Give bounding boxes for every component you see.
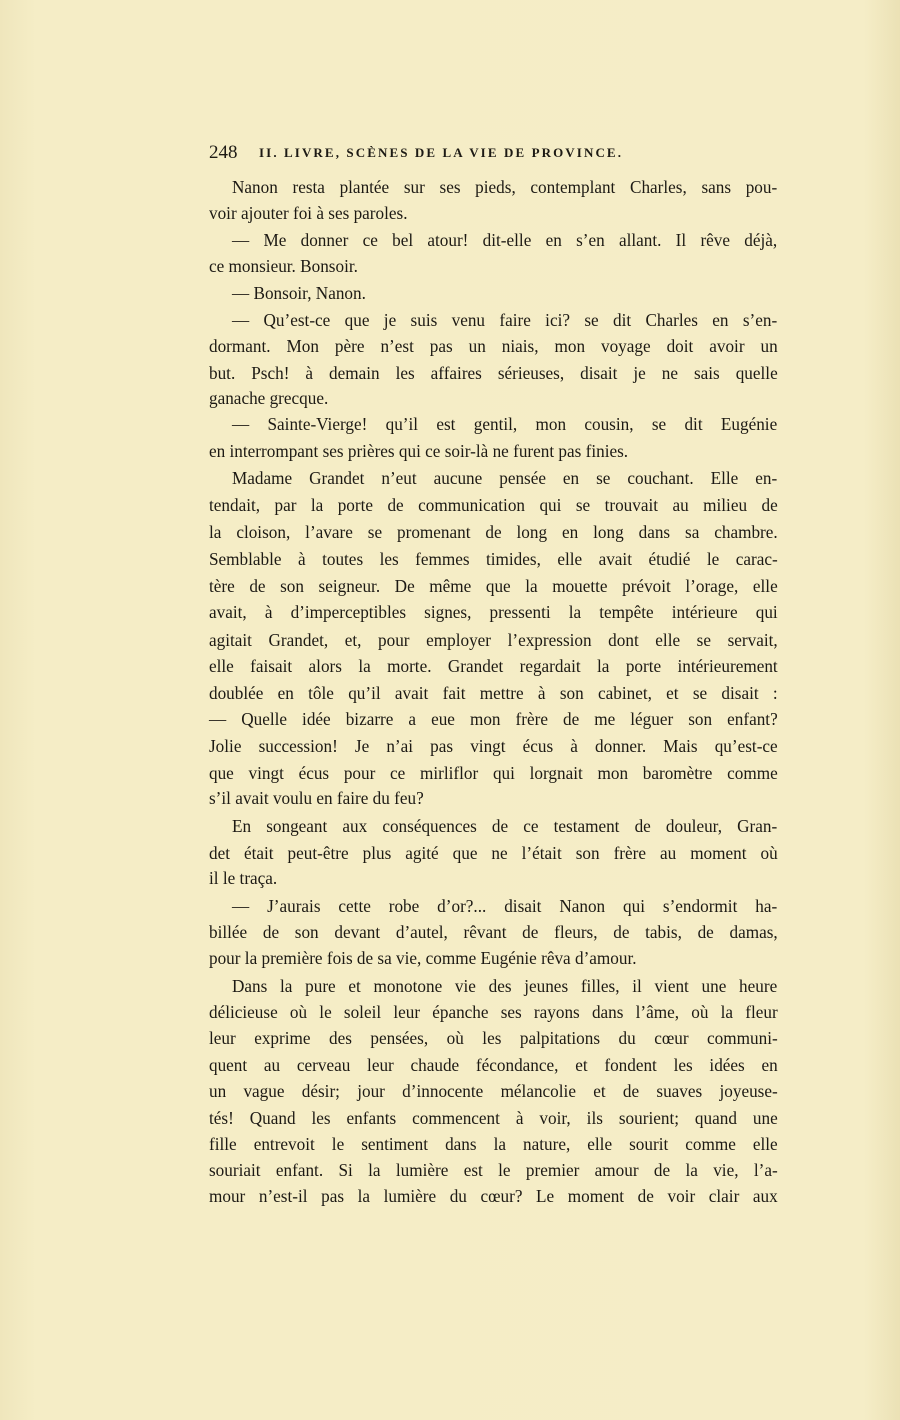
text-line: — Bonsoir, Nanon. bbox=[232, 283, 366, 303]
text-line: il le traça. bbox=[209, 868, 278, 888]
running-title: II. LIVRE, SCÈNES DE LA VIE DE PROVINCE. bbox=[259, 145, 624, 160]
text-line: ce monsieur. Bonsoir. bbox=[209, 256, 358, 276]
text-line: quent au cerveau leur chaude fécondance, et fondent les idées en bbox=[209, 1055, 778, 1075]
text-line: Dans la pure et monotone vie des jeunes filles, il vient une heure bbox=[232, 976, 778, 996]
text-line: dormant. Mon père n’est pas un niais, mon voyage doit avoir un bbox=[209, 336, 778, 356]
text-line: souriait enfant. Si la lumière est le premier amour de la vie, l’a- bbox=[209, 1160, 778, 1180]
text-line: elle faisait alors la morte. Grandet regardait la porte intérieurement bbox=[209, 656, 778, 676]
text-line: avait, à d’imperceptibles signes, pressenti la tempête intérieure qui bbox=[209, 602, 778, 622]
text-line: Madame Grandet n’eut aucune pensée en se couchant. Elle en- bbox=[232, 468, 778, 488]
text-line: but. Psch! à demain les affaires sérieuses, disait je ne sais quelle bbox=[209, 363, 778, 383]
text-line: fille entrevoit le sentiment dans la nature, elle sourit comme elle bbox=[209, 1134, 778, 1154]
text-line: leur exprime des pensées, où les palpitations du cœur communi- bbox=[209, 1028, 778, 1048]
page-number: 248 bbox=[209, 142, 238, 163]
text-line: délicieuse où le soleil leur épanche ses rayons dans l’âme, où la fleur bbox=[209, 1002, 778, 1022]
text-line: mour n’est-il pas la lumière du cœur? Le moment de voir clair aux bbox=[209, 1186, 778, 1206]
text-line: doublée en tôle qu’il avait fait mettre à son cabinet, et se disait : bbox=[209, 683, 778, 703]
text-line: pour la première fois de sa vie, comme Eugénie rêva d’amour. bbox=[209, 948, 637, 968]
text-line: s’il avait voulu en faire du feu? bbox=[209, 788, 424, 808]
text-line: la cloison, l’avare se promenant de long en long dans sa chambre. bbox=[209, 522, 778, 542]
text-line: Nanon resta plantée sur ses pieds, contemplant Charles, sans pou- bbox=[232, 177, 778, 197]
text-line: tère de son seigneur. De même que la mouette prévoit l’orage, elle bbox=[209, 576, 778, 596]
text-line: — J’aurais cette robe d’or?... disait Nanon qui s’endormit ha- bbox=[232, 896, 778, 916]
text-line: En songeant aux conséquences de ce testament de douleur, Gran- bbox=[232, 816, 778, 836]
text-line: tendait, par la porte de communication qui se trouvait au milieu de bbox=[209, 495, 778, 515]
text-line: Jolie succession! Je n’ai pas vingt écus à donner. Mais qu’est-ce bbox=[209, 736, 778, 756]
text-line: en interrompant ses prières qui ce soir-là ne furent pas finies. bbox=[209, 441, 629, 461]
text-line: — Qu’est-ce que je suis venu faire ici? se dit Charles en s’en- bbox=[232, 310, 778, 330]
text-line: det était peut-être plus agité que ne l’était son frère au moment où bbox=[209, 843, 778, 863]
text-line: ganache grecque. bbox=[209, 388, 329, 408]
text-line: — Quelle idée bizarre a eue mon frère de me léguer son enfant? bbox=[209, 709, 778, 729]
text-line: tés! Quand les enfants commencent à voir, ils sourient; quand une bbox=[209, 1108, 778, 1128]
text-line: un vague désir; jour d’innocente mélancolie et de suaves joyeuse- bbox=[209, 1081, 778, 1101]
text-line: voir ajouter foi à ses paroles. bbox=[209, 203, 408, 223]
text-line: agitait Grandet, et, pour employer l’expression dont elle se servait, bbox=[209, 630, 778, 650]
text-line: — Me donner ce bel atour! dit-elle en s’en allant. Il rêve déjà, bbox=[232, 230, 778, 250]
running-header bbox=[209, 142, 714, 168]
text-line: que vingt écus pour ce mirliflor qui lorgnait mon baromètre comme bbox=[209, 763, 778, 783]
text-line: Semblable à toutes les femmes timides, elle avait étudié le carac- bbox=[209, 549, 778, 569]
text-line: — Sainte-Vierge! qu’il est gentil, mon cousin, se dit Eugénie bbox=[232, 414, 778, 434]
text-line: billée de son devant d’autel, rêvant de fleurs, de tabis, de damas, bbox=[209, 922, 778, 942]
